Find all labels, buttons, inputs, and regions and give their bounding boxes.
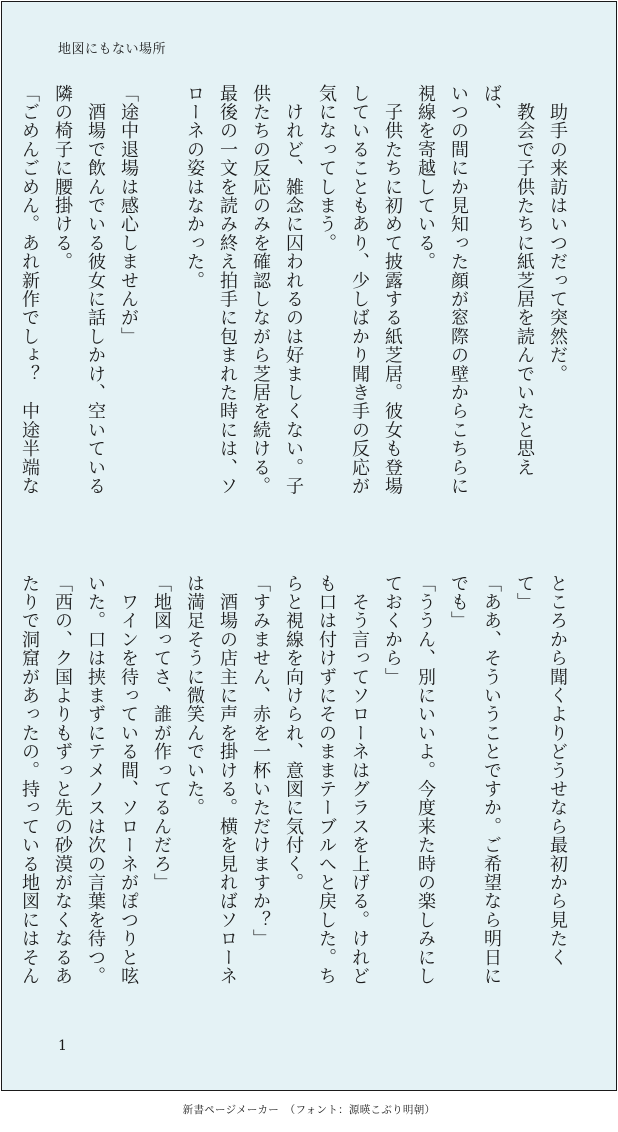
text-block-bottom: [19, 574, 574, 990]
text-line: 酒場の店主に声を掛ける。横を見ればソローネ: [217, 574, 238, 986]
text-line: けれど、雑念に囚われるのは好ましくない。子: [283, 84, 304, 496]
text-line: ローネの姿はなかった。: [184, 84, 205, 290]
text-line: ておくから」: [382, 574, 403, 687]
text-line: 「ううん、別にいいよ。今度来た時の楽しみにし: [415, 574, 436, 986]
text-line: 「ああ、そういうことですか。ご希望なら明日に: [481, 574, 502, 986]
text-line: 最後の一文を読み終え拍手に包まれた時には、ソ: [217, 84, 238, 496]
text-line: 「地図ってさ、誰が作ってるんだろ」: [151, 574, 172, 892]
text-line: ところから聞くよりどうせなら最初から見たくて」: [514, 574, 568, 967]
caption: 新書ページメーカー （フォント：源暎こぶり明朝）: [182, 1104, 436, 1116]
text-line: 隣の椅子に腰掛ける。: [52, 84, 73, 271]
text-line: 気になってしまう。: [316, 84, 337, 253]
text-line: 「途中退場は感心しませんが」: [118, 84, 139, 346]
text-line: 供たちの反応のみを確認しながら芝居を続ける。: [250, 84, 271, 496]
running-title: 地図にもない場所: [58, 42, 167, 57]
text-block-top: [19, 84, 574, 500]
text-line: 教会で子供たちに紙芝居を読んでいたと思えば、: [481, 84, 535, 477]
text-line: も口は付けずにそのままテーブルへと戻した。ち: [316, 574, 337, 986]
text-line: そう言ってソローネはグラスを上げる。けれど: [349, 574, 370, 986]
text-line: 「ごめんごめん。あれ新作でしょ？ 中途半端な: [19, 84, 40, 496]
text-line: 酒場で飲んでいる彼女に話しかけ、空いている: [85, 84, 106, 496]
text-line: 「すみません、赤を一杯いただけますか？」: [250, 574, 271, 948]
text-line: ワインを待っている間、ソローネがぽつりと呟: [118, 574, 139, 986]
page-number: 1: [58, 1038, 67, 1054]
text-line: 視線を寄越している。: [415, 84, 436, 271]
text-line: 「西の、ク国よりもずっと先の砂漠がなくなるあ: [52, 574, 73, 986]
text-line: いた。口は挟まずにテメノスは次の言葉を待つ。: [85, 574, 106, 986]
text-line: らと視線を向けられ、意図に気付く。: [283, 574, 304, 892]
text-line: たりで洞窟があったの。持っている地図にはそん: [19, 574, 40, 986]
text-line: いつの間にか見知った顔が窓際の壁からこちらに: [448, 84, 469, 496]
page: [1, 1, 617, 1091]
text-line: していることもあり、少しばかり聞き手の反応が: [349, 84, 370, 496]
text-line: 助手の来訪はいつだって突然だ。: [547, 84, 568, 384]
blank-line: [145, 84, 178, 500]
text-line: でも」: [448, 574, 469, 631]
text-line: 子供たちに初めて披露する紙芝居。彼女も登場: [382, 84, 403, 496]
text-line: は満足そうに微笑んでいた。: [184, 574, 205, 818]
